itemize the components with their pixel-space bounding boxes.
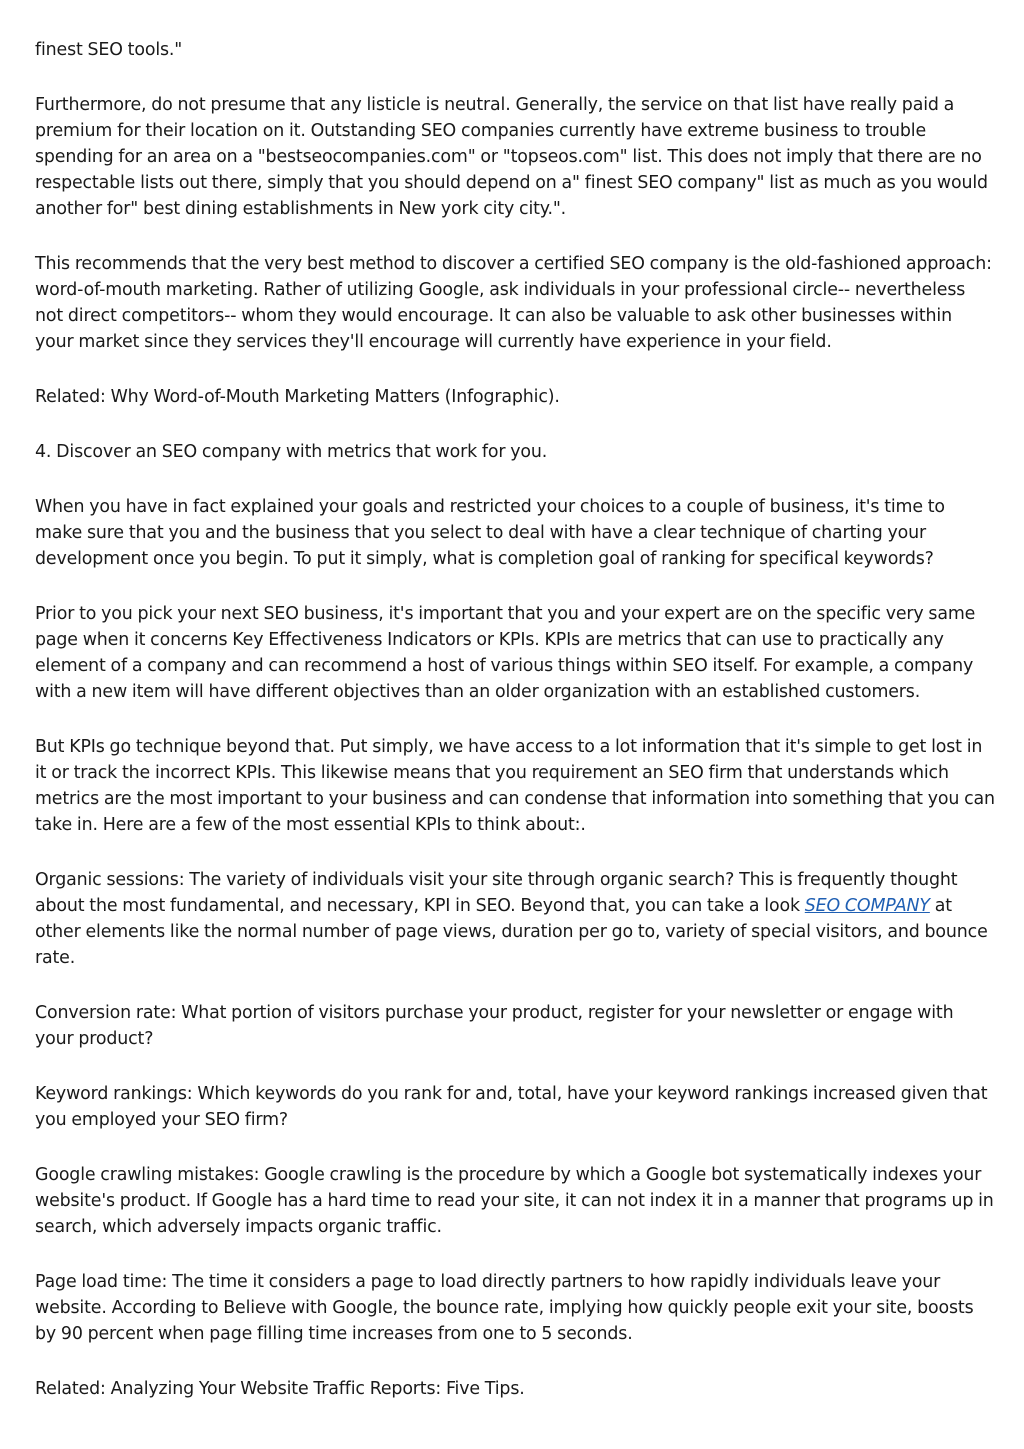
organic-text-before: Organic sessions: The variety of individuals visit your site through organic search? This is frequently thought about the most fundamental, and necessary, KPI in SEO. Beyond that, you can take a look [35, 870, 958, 916]
paragraph-kpis-intro: Prior to you pick your next SEO business, it's important that you and your expert are on the specific very same page when it concerns Key Effectiveness Indicators or KPIs. KPIs are metrics that can use to practically any element of a company and can recommend a host of various things within SEO itself. For example, a company with a new item will have different objectives than an older organization with an established customers. [35, 604, 976, 702]
paragraph-page-load-time: Page load time: The time it considers a page to load directly partners to how rapidly individuals leave your website. According to Believe with Google, the bounce rate, implying how quickly people exit your site, boosts by 90 percent when page filling time increases from one to 5 seconds. [35, 1272, 974, 1344]
paragraph-kpis-beyond: But KPIs go technique beyond that. Put simply, we have access to a lot information that it's simple to get lost in it or track the incorrect KPIs. This likewise means that you requirement an SEO firm that understands which metrics are the most important to your business and can condense that information into something that you can take in. Here are a few of the most essential KPIs to think about:. [35, 737, 995, 835]
related-word-of-mouth: Related: Why Word-of-Mouth Marketing Matters (Infographic). [35, 387, 560, 407]
paragraph-crawling-mistakes: Google crawling mistakes: Google crawling is the procedure by which a Google bot systematically indexes your website's product. If Google has a hard time to read your site, it can not index it in a manner that programs up in search, which adversely impacts organic traffic. [35, 1165, 994, 1237]
paragraph-goals: When you have in fact explained your goals and restricted your choices to a couple of business, it's time to make sure that you and the business that you select to deal with have a clear technique of charting your development once you begin. To put it simply, what is completion goal of ranking for specifical keywords? [35, 497, 945, 569]
paragraph-organic-sessions [35, 867, 995, 971]
related-traffic-reports: Related: Analyzing Your Website Traffic Reports: Five Tips. [35, 1379, 525, 1399]
paragraph-conversion-rate: Conversion rate: What portion of visitors purchase your product, register for your newsletter or engage with your product? [35, 1003, 954, 1049]
paragraph-continuation: finest SEO tools." [35, 40, 183, 60]
section-heading-metrics: 4. Discover an SEO company with metrics that work for you. [35, 442, 548, 462]
paragraph-word-of-mouth: This recommends that the very best method to discover a certified SEO company is the old-fashioned approach: word-of-mouth marketing. Rather of utilizing Google, ask individuals in your professional circle-- nevertheless not direct competitors-- whom they would encourage. It can also be valuable to ask other businesses within your market since they services they'll encourage will currently have experience in your field. [35, 254, 992, 352]
paragraph-keyword-rankings: Keyword rankings: Which keywords do you rank for and, total, have your keyword rankings increased given that you employed your SEO firm? [35, 1084, 988, 1130]
paragraph-listicle-neutrality: Furthermore, do not presume that any listicle is neutral. Generally, the service on that list have really paid a premium for their location on it. Outstanding SEO companies currently have extreme business to trouble spending for an area on a "bestseocompanies.com" or "topseos.com" list. This does not imply that there are no respectable lists out there, simply that you should depend on a" finest SEO company" list as much as you would another for" best dining establishments in New york city city.". [35, 95, 988, 219]
organic-text-after: at other elements like the normal number of page views, duration per go to, variety of special visitors, and bounce rate. [35, 896, 988, 968]
document-body [35, 37, 995, 1431]
seo-company-link[interactable]: SEO COMPANY [804, 896, 930, 916]
